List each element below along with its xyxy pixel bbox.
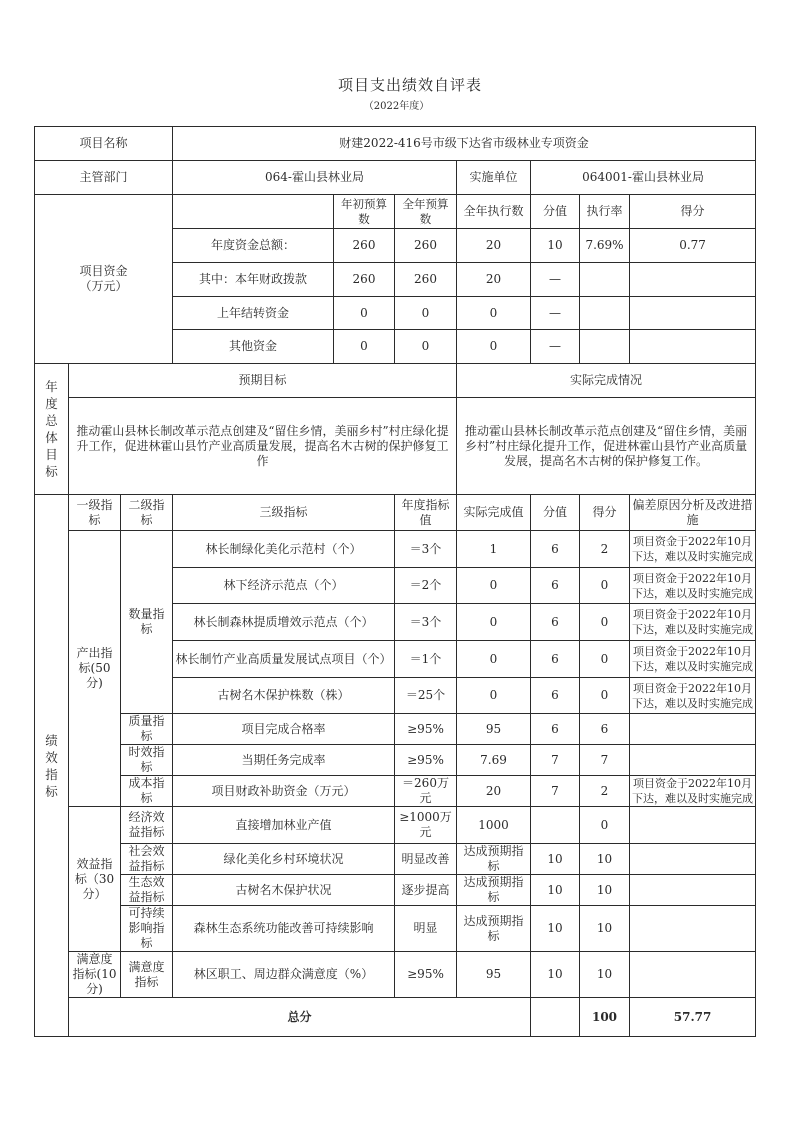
indicator-note: [630, 745, 756, 776]
funds-row-label: 年度资金总额：: [173, 229, 334, 263]
header-level2: 二级指标: [121, 495, 173, 531]
indicator-weight: 6: [531, 531, 580, 568]
indicator-score: 0: [580, 678, 630, 714]
performance-label-text: 绩效指标: [45, 732, 58, 799]
indicator-actual: 达成预期指标: [457, 875, 531, 906]
indicator-name: 森林生态系统功能改善可持续影响: [173, 906, 395, 952]
document-subtitle: （2022年度）: [363, 101, 430, 112]
indicator-weight: 7: [531, 745, 580, 776]
indicator-actual: 20: [457, 776, 531, 807]
indicator-weight: 10: [531, 906, 580, 952]
indicator-actual: 达成预期指标: [457, 844, 531, 875]
indicator-score: 10: [580, 906, 630, 952]
indicator-name: 项目财政补助资金（万元）: [173, 776, 395, 807]
indicator-target: ≥95%: [395, 952, 457, 998]
indicator-score: 2: [580, 531, 630, 568]
header-initial-budget: 年初预算数: [334, 195, 395, 229]
subgroup-social: 社会效益指标: [121, 844, 173, 875]
header-actual: 实际完成值: [457, 495, 531, 531]
indicator-row: [35, 531, 756, 568]
indicator-name: 林下经济示范点（个）: [173, 568, 395, 604]
total-label: 总分: [69, 998, 531, 1037]
subgroup-quality: 质量指标: [121, 714, 173, 745]
indicator-note: [630, 714, 756, 745]
header-level3: 三级指标: [173, 495, 395, 531]
indicator-weight: 10: [531, 875, 580, 906]
indicator-actual: 0: [457, 604, 531, 641]
header-full-budget: 全年预算数: [395, 195, 457, 229]
document-title: 项目支出绩效自评表: [337, 76, 482, 94]
indicator-score: 2: [580, 776, 630, 807]
indicator-score: 0: [580, 807, 630, 844]
indicator-weight: 6: [531, 641, 580, 678]
funds-score: [630, 263, 756, 297]
performance-header-row: [35, 495, 756, 531]
indicator-score: 10: [580, 844, 630, 875]
header-rate: 执行率: [580, 195, 630, 229]
funds-rate: 7.69%: [580, 229, 630, 263]
funds-score: [630, 330, 756, 364]
funds-initial-budget: 0: [334, 297, 395, 330]
goals-label-text: 年度总体目标: [45, 379, 58, 479]
indicator-row: [35, 875, 756, 906]
indicator-weight: [531, 807, 580, 844]
performance-label: [35, 495, 69, 1037]
funds-full-budget: 260: [395, 229, 457, 263]
group-output: 产出指标(50分): [69, 531, 121, 807]
indicator-note: [630, 906, 756, 952]
implementing-unit-value: 064001-霍山县林业局: [531, 161, 756, 195]
funds-weight: —: [531, 297, 580, 330]
indicator-actual: 7.69: [457, 745, 531, 776]
indicator-weight: 10: [531, 952, 580, 998]
indicator-row: [35, 714, 756, 745]
indicator-weight: 7: [531, 776, 580, 807]
funds-label: [35, 195, 173, 364]
funds-executed: 20: [457, 229, 531, 263]
funds-full-budget: 260: [395, 263, 457, 297]
indicator-row: [35, 776, 756, 807]
indicator-score: 7: [580, 745, 630, 776]
indicator-score: 0: [580, 641, 630, 678]
funds-row-label: 其中：本年财政拨款: [173, 263, 334, 297]
total-score: 57.77: [630, 998, 756, 1037]
indicator-weight: 6: [531, 604, 580, 641]
indicator-name: 项目完成合格率: [173, 714, 395, 745]
indicator-actual: 95: [457, 952, 531, 998]
indicator-target: ＝3个: [395, 604, 457, 641]
indicator-note: [630, 875, 756, 906]
funds-row-label: 上年结转资金: [173, 297, 334, 330]
funds-score: [630, 297, 756, 330]
indicator-actual: 1000: [457, 807, 531, 844]
indicator-row: [35, 745, 756, 776]
self-evaluation-table: [34, 126, 756, 1037]
indicator-note: 项目资金于2022年10月下达，难以及时实施完成: [630, 641, 756, 678]
funds-weight: 10: [531, 229, 580, 263]
indicator-name: 林长制绿化美化示范村（个）: [173, 531, 395, 568]
indicator-actual: 1: [457, 531, 531, 568]
indicator-weight: 10: [531, 844, 580, 875]
indicator-row: [35, 952, 756, 998]
indicator-row: [35, 807, 756, 844]
header-score: 得分: [630, 195, 756, 229]
indicator-target: 明显改善: [395, 844, 457, 875]
funds-rate: [580, 330, 630, 364]
indicator-name: 古树名木保护状况: [173, 875, 395, 906]
indicator-note: [630, 952, 756, 998]
indicator-actual: 95: [457, 714, 531, 745]
funds-weight: —: [531, 263, 580, 297]
header-score: 得分: [580, 495, 630, 531]
indicator-name: 林区职工、周边群众满意度（%）: [173, 952, 395, 998]
indicator-note: 项目资金于2022年10月下达，难以及时实施完成: [630, 568, 756, 604]
funds-initial-budget: 260: [334, 229, 395, 263]
indicator-actual: 0: [457, 641, 531, 678]
funds-row-label: 其他资金: [173, 330, 334, 364]
indicator-name: 林长制森林提质增效示范点（个）: [173, 604, 395, 641]
funds-rate: [580, 263, 630, 297]
subgroup-sustainable: 可持续影响指标: [121, 906, 173, 952]
indicator-target: ≥95%: [395, 714, 457, 745]
expected-goal-header: 预期目标: [69, 364, 457, 398]
funds-executed: 0: [457, 297, 531, 330]
indicator-note: 项目资金于2022年10月下达，难以及时实施完成: [630, 776, 756, 807]
indicator-name: 绿化美化乡村环境状况: [173, 844, 395, 875]
funds-full-budget: 0: [395, 330, 457, 364]
department-row: [35, 161, 756, 195]
goals-label: [35, 364, 69, 495]
header-note: 偏差原因分析及改进措施: [630, 495, 756, 531]
indicator-name: 古树名木保护株数（株）: [173, 678, 395, 714]
subgroup-quantity: 数量指标: [121, 531, 173, 714]
indicator-actual: 0: [457, 568, 531, 604]
subgroup-cost: 成本指标: [121, 776, 173, 807]
indicator-score: 10: [580, 952, 630, 998]
indicator-row: [35, 906, 756, 952]
subgroup-ecological: 生态效益指标: [121, 875, 173, 906]
indicator-score: 0: [580, 568, 630, 604]
actual-completion-text: 推动霍山县林长制改革示范点创建及“留住乡情，美丽乡村”村庄绿化提升工作，促进林霍山县竹产业高质量发展，提高名木古树的保护修复工作。: [457, 398, 756, 495]
indicator-note: [630, 807, 756, 844]
indicator-name: 林长制竹产业高质量发展试点项目（个）: [173, 641, 395, 678]
indicator-note: 项目资金于2022年10月下达，难以及时实施完成: [630, 531, 756, 568]
department-label: 主管部门: [35, 161, 173, 195]
indicator-weight: 6: [531, 678, 580, 714]
project-name-label: 项目名称: [35, 127, 173, 161]
implementing-unit-label: 实施单位: [457, 161, 531, 195]
subgroup-timeliness: 时效指标: [121, 745, 173, 776]
indicator-target: ＝260万元: [395, 776, 457, 807]
expected-goal-text: 推动霍山县林长制改革示范点创建及“留住乡情，美丽乡村”村庄绿化提升工作，促进林霍山县竹产业高质量发展，提高名木古树的保护修复工作: [69, 398, 457, 495]
indicator-target: ＝1个: [395, 641, 457, 678]
subgroup-economic: 经济效益指标: [121, 807, 173, 844]
indicator-actual: 达成预期指标: [457, 906, 531, 952]
group-satisfaction: 满意度指标(10分): [69, 952, 121, 998]
indicator-target: 逐步提高: [395, 875, 457, 906]
header-weight: 分值: [531, 195, 580, 229]
indicator-target: ＝2个: [395, 568, 457, 604]
indicator-target: ≥95%: [395, 745, 457, 776]
indicator-weight: 6: [531, 714, 580, 745]
indicator-note: 项目资金于2022年10月下达，难以及时实施完成: [630, 678, 756, 714]
funds-initial-budget: 260: [334, 263, 395, 297]
indicator-target: ＝25个: [395, 678, 457, 714]
funds-score: 0.77: [630, 229, 756, 263]
funds-header-blank: [173, 195, 334, 229]
indicator-note: 项目资金于2022年10月下达，难以及时实施完成: [630, 604, 756, 641]
goals-content-row: [35, 398, 756, 495]
actual-completion-header: 实际完成情况: [457, 364, 756, 398]
header-target: 年度指标值: [395, 495, 457, 531]
header-level1: 一级指标: [69, 495, 121, 531]
total-row: [35, 998, 756, 1037]
funds-rate: [580, 297, 630, 330]
indicator-actual: 0: [457, 678, 531, 714]
indicator-target: ≥1000万元: [395, 807, 457, 844]
funds-executed: 20: [457, 263, 531, 297]
project-name-value: 财建2022-416号市级下达省市级林业专项资金: [173, 127, 756, 161]
indicator-target: 明显: [395, 906, 457, 952]
indicator-row: [35, 844, 756, 875]
indicator-score: 10: [580, 875, 630, 906]
header-weight: 分值: [531, 495, 580, 531]
indicator-name: 直接增加林业产值: [173, 807, 395, 844]
funds-header-row: [35, 195, 756, 229]
funds-label-line2: （万元）: [79, 279, 128, 293]
funds-executed: 0: [457, 330, 531, 364]
indicator-score: 6: [580, 714, 630, 745]
indicator-name: 当期任务完成率: [173, 745, 395, 776]
goals-header-row: [35, 364, 756, 398]
department-value: 064-霍山县林业局: [173, 161, 457, 195]
subgroup-satisfaction: 满意度指标: [121, 952, 173, 998]
funds-initial-budget: 0: [334, 330, 395, 364]
funds-label-line1: 项目资金: [79, 264, 128, 278]
group-benefit: 效益指标（30分）: [69, 807, 121, 952]
total-weight: 100: [580, 998, 630, 1037]
funds-full-budget: 0: [395, 297, 457, 330]
indicator-target: ＝3个: [395, 531, 457, 568]
header-executed: 全年执行数: [457, 195, 531, 229]
indicator-note: [630, 844, 756, 875]
indicator-weight: 6: [531, 568, 580, 604]
indicator-score: 0: [580, 604, 630, 641]
funds-weight: —: [531, 330, 580, 364]
total-actual: [531, 998, 580, 1037]
project-name-row: [35, 127, 756, 161]
